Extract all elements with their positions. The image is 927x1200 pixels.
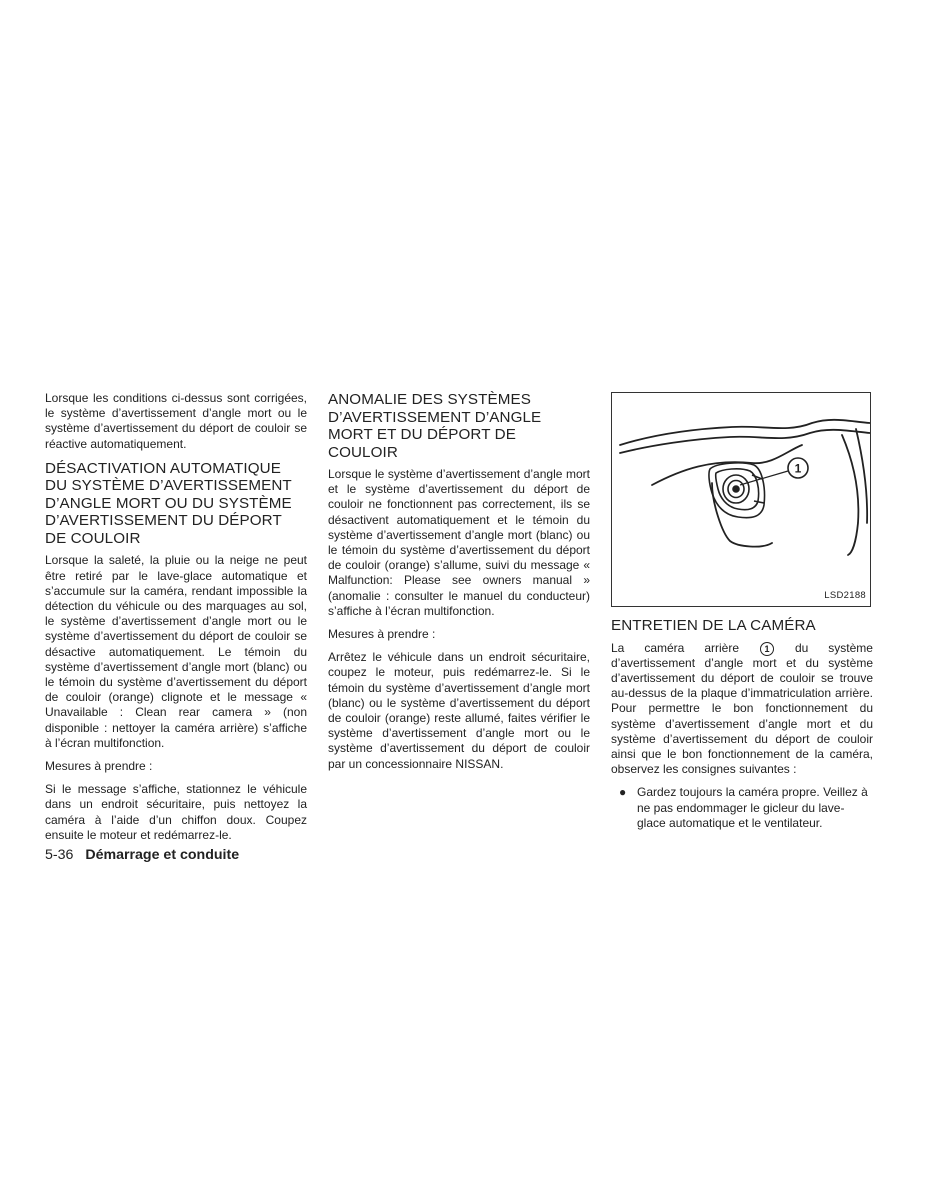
paragraph: Si le message s’affiche, stationnez le véhicule dans un endroit sécuritaire, puis nettoyez la caméra à l’aide d’un chiffon doux. Coupez ensuite le moteur et redémarrez-le. <box>45 782 307 842</box>
paragraph: Lorsque la saleté, la pluie ou la neige ne peut être retiré par le lave-glace automatique et s’accumule sur la caméra, rendant impossible la détection du véhicule ou des marquages au sol, le système d’avertissement d’angle mort ou le système d’avertissement du déport de couloir se désactive automatiquement. Le témoin du système d’avertissement d’angle mort (blanc) ou le témoin du système d’avertissement du déport de couloir (orange) clignote et le message « Unavailable : Clean rear camera » (non disponible : nettoyer la caméra arrière) s’affiche à l’écran multifonction. <box>45 553 307 750</box>
paragraph <box>611 641 873 778</box>
column-left <box>45 391 307 851</box>
figure-callout-1: 1 <box>794 461 802 476</box>
bullet-icon: ● <box>619 785 627 800</box>
paragraph: Arrêtez le véhicule dans un endroit sécuritaire, coupez le moteur, puis redémarrez-le. Si le témoin du système d’avertissement d’angle mort (blanc) ou le système d’avertissement du déport de couloir (orange) reste allumé, faites vérifier le système d’avertissement d’angle mort ou le système d’avertissement du déport de couloir par un concessionnaire NISSAN. <box>328 650 590 771</box>
rear-camera-drawing <box>612 393 870 606</box>
page-footer <box>45 847 239 863</box>
column-right <box>611 391 873 831</box>
section-heading-camera-maintenance: ENTRETIEN DE LA CAMÉRA <box>611 617 816 634</box>
paragraph-text-end: du système d’avertissement d’angle mort et du système d’avertissement du déport de couloir se trouve au-dessus de la plaque d’immatriculation arrière. Pour permettre le bon fonctionnement du système d’avertissement d’angle mort et du système d’avertissement du déport de couloir ainsi que le bon fonctionnement de la caméra, observez les consignes suivantes : <box>611 640 873 777</box>
rear-camera-illustration <box>611 392 871 607</box>
chapter-title: Démarrage et conduite <box>85 847 240 863</box>
column-middle <box>328 391 590 780</box>
paragraph: Mesures à prendre : <box>328 627 436 642</box>
page-number: 5-36 <box>45 847 74 863</box>
section-heading-malfunction: ANOMALIE DES SYSTÈMES D’AVERTISSEMENT D’ANGLE MORT ET DU DÉPORT DE COULOIR <box>328 391 542 461</box>
paragraph: Lorsque le système d’avertissement d’angle mort et le système d’avertissement du déport de couloir ne fonctionnent pas correctement, ils se désactivent automatiquement et le témoin du système d’avertissement d’angle mort (blanc) ou le témoin du système d’avertissement du déport de couloir (orange) s’allume, suivi du message « Malfunction: Please see owners manual » (anomalie : consulter le manuel du conducteur) s’affiche à l’écran multifonction. <box>328 467 590 618</box>
section-heading-auto-deactivation: DÉSACTIVATION AUTOMATIQUE DU SYSTÈME D’AVERTISSEMENT D’ANGLE MORT OU DU SYSTÈME D’AVERTISSEMENT DU DÉPORT DE COULOIR <box>45 459 292 547</box>
paragraph-text-start: La caméra arrière <box>611 640 739 655</box>
paragraph: Lorsque les conditions ci-dessus sont corrigées, le système d’avertissement d’angle mort ou le système d’avertissement du déport de couloir se réactive automatiquement. <box>45 391 307 451</box>
paragraph: Mesures à prendre : <box>45 758 153 773</box>
figure-code: LSD2188 <box>824 589 866 601</box>
list-item <box>619 785 873 831</box>
list-item-text: Gardez toujours la caméra propre. Veillez à ne pas endommager le gicleur du lave-glace automatique et le ventilateur. <box>637 785 868 830</box>
callout-1-icon: 1 <box>760 642 774 656</box>
